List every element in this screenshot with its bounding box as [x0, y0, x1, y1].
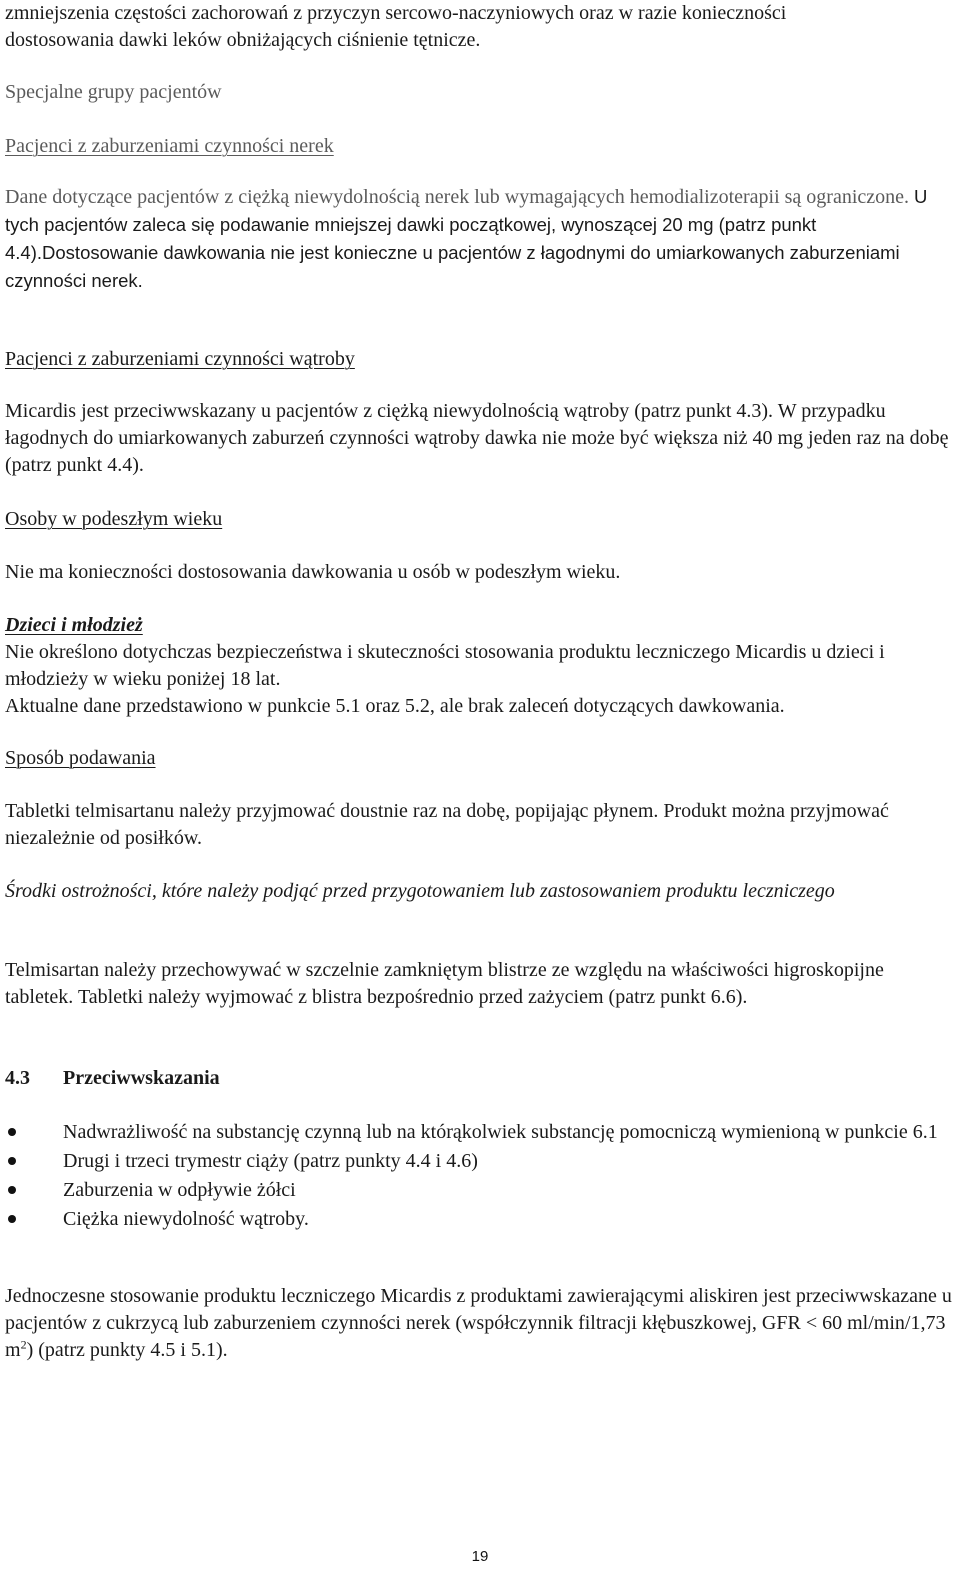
page-number: 19 [471, 1548, 489, 1565]
list-item [5, 1177, 955, 1204]
hepatic-heading: Pacjenci z zaburzeniami czynności wątroby [5, 348, 355, 370]
bullet-icon [8, 1186, 16, 1194]
list-item-text: Ciężka niewydolność wątroby. [63, 1208, 309, 1230]
children-heading: Dzieci i młodzież [5, 614, 143, 636]
renal-paragraph [5, 183, 955, 295]
bullet-icon [8, 1128, 16, 1136]
list-item [5, 1206, 955, 1233]
administration-heading: Sposób podawania [5, 747, 156, 769]
renal-heading: Pacjenci z zaburzeniami czynności nerek [5, 135, 334, 157]
section-4-3-heading [5, 1065, 955, 1092]
bullet-icon [8, 1157, 16, 1165]
list-item [5, 1148, 955, 1175]
elderly-paragraph: Nie ma konieczności dostosowania dawkowania u osób w podeszłym wieku. [5, 561, 621, 583]
intro-line-2: dostosowania dawki leków obniżających ciśnienie tętnicze. [5, 29, 481, 51]
special-groups-heading: Specjalne grupy pacjentów [5, 81, 222, 103]
precautions-heading: Środki ostrożności, które należy podjąć przed przygotowaniem lub zastosowaniem produktu leczniczego [5, 880, 835, 902]
intro-paragraph [5, 0, 955, 54]
closing-superscript: 2 [20, 1337, 27, 1352]
closing-text-b: ) (patrz punkty 4.5 i 5.1). [26, 1339, 228, 1361]
administration-paragraph: Tabletki telmisartanu należy przyjmować doustnie raz na dobę, popijając płynem. Produkt można przyjmować niezależnie od posiłków. [5, 800, 889, 849]
closing-text-a: Jednoczesne stosowanie produktu leczniczego Micardis z produktami zawierającymi aliskiren jest przeciwwskazane u pacjentów z cukrzycą lub zaburzeniem czynności nerek (współczynnik filtracji kłębuszkowej, GFR < 60 ml/min/1,73 m [5, 1285, 952, 1361]
section-title: Przeciwwskazania [63, 1067, 220, 1089]
closing-paragraph [5, 1283, 955, 1364]
elderly-heading: Osoby w podeszłym wieku [5, 508, 223, 530]
intro-line-1: zmniejszenia częstości zachorowań z przyczyn sercowo-naczyniowych oraz w razie konieczności [5, 2, 787, 24]
list-item-text: Nadwrażliwość na substancję czynną lub na którąkolwiek substancję pomocniczą wymienioną w punkcie 6.1 [63, 1121, 938, 1143]
list-item-text: Zaburzenia w odpływie żółci [63, 1179, 296, 1201]
renal-text-a: Dane dotyczące pacjentów z ciężką niewydolnością nerek lub wymagających hemodializoterapii są ograniczone. [5, 186, 910, 208]
children-text-a: Nie określono dotychczas bezpieczeństwa i skuteczności stosowania produktu leczniczego Micardis u dzieci i młodzieży w wieku poniżej 18 lat. [5, 641, 885, 690]
renal-text-b: U tych pacjentów zaleca się podawanie mniejszej dawki początkowej, wynoszącej 20 mg (patrz punkt 4.4). [5, 186, 928, 263]
hepatic-paragraph: Micardis jest przeciwwskazany u pacjentów z ciężką niewydolnością wątroby (patrz punkt 4.3). W przypadku łagodnych do umiarkowanych zaburzeń czynności wątroby dawka nie może być większa niż 40 mg jeden raz na dobę (patrz punkt 4.4). [5, 400, 949, 476]
children-text-b: Aktualne dane przedstawiono w punkcie 5.1 oraz 5.2, ale brak zaleceń dotyczących dawkowania. [5, 695, 785, 717]
section-number: 4.3 [5, 1067, 30, 1089]
contraindications-list [5, 1119, 955, 1235]
children-section [5, 612, 955, 720]
list-item [5, 1119, 955, 1146]
list-item-text: Drugi i trzeci trymestr ciąży (patrz punkty 4.4 i 4.6) [63, 1150, 478, 1172]
renal-text-c: Dostosowanie dawkowania nie jest konieczne u pacjentów z łagodnymi do umiarkowanych zaburzeniami czynności nerek. [5, 242, 900, 291]
bullet-icon [8, 1215, 16, 1223]
precautions-paragraph: Telmisartan należy przechowywać w szczelnie zamkniętym blistrze ze względu na właściwości higroskopijne tabletek. Tabletki należy wyjmować z blistra bezpośrednio przed zażyciem (patrz punkt 6.6). [5, 959, 884, 1008]
